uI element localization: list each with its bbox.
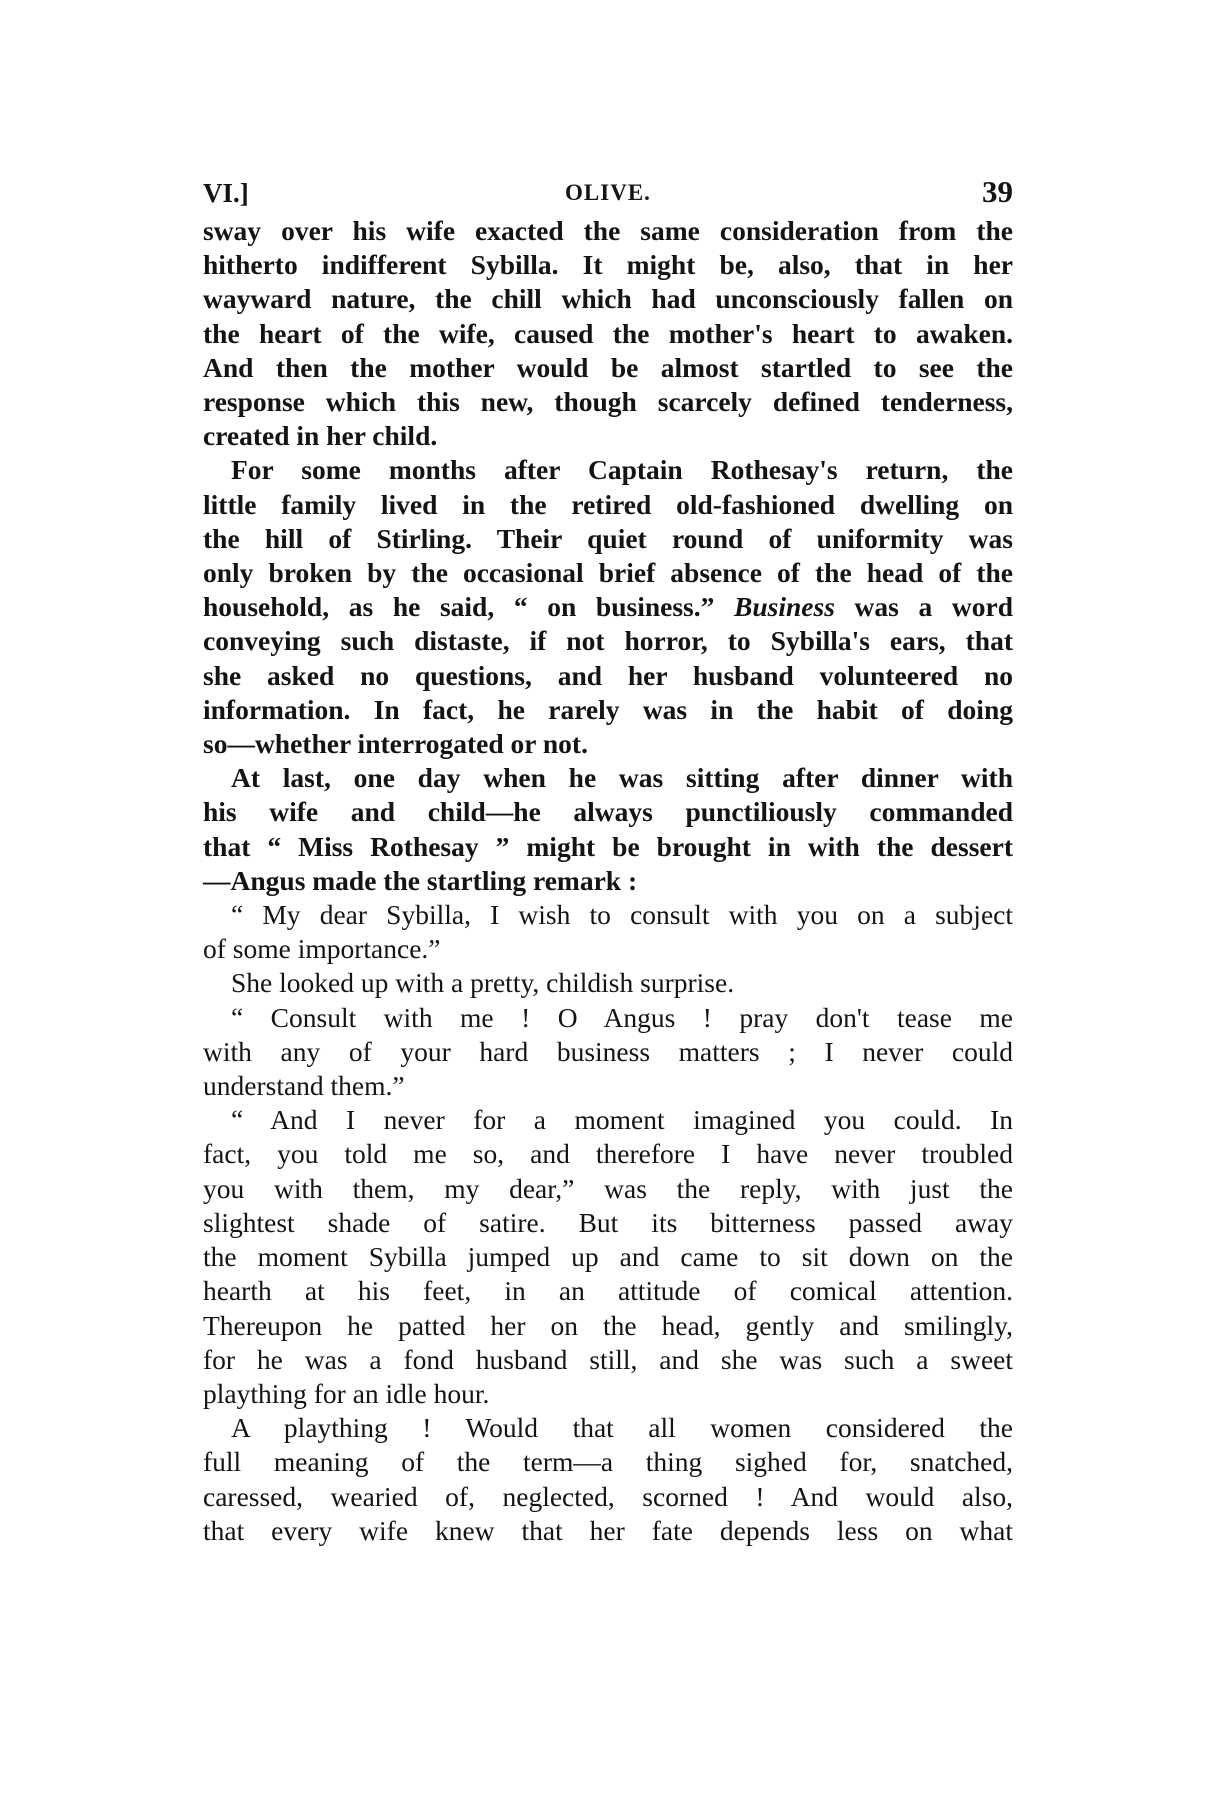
paragraph-4 (203, 898, 1013, 966)
text-line: so—whether interrogated or not. (203, 728, 588, 760)
paragraph-2 (203, 453, 1013, 761)
text-line: —Angus made the startling remark : (203, 864, 638, 896)
text-line: fact, you told me so, and therefore I have never troubled (203, 1138, 1013, 1170)
text-segment: was a word (834, 591, 1014, 623)
running-header (203, 160, 1013, 210)
italic-word: Business (734, 591, 835, 623)
text-line: slightest shade of satire. But its bitterness passed away (203, 1206, 1013, 1238)
text-line: with any of your hard business matters ; I never could (203, 1035, 1013, 1067)
text-line: For some months after Captain Rothesay's return, the (231, 454, 1013, 486)
text-line: At last, one day when he was sitting after dinner with (231, 762, 1013, 794)
book-page (203, 160, 1013, 1548)
paragraph-8 (203, 1411, 1013, 1548)
text-line: of some importance.” (203, 933, 441, 965)
paragraph-6 (203, 1001, 1013, 1104)
text-line: She looked up with a pretty, childish surprise. (231, 967, 735, 999)
text-line: wayward nature, the chill which had unconsciously fallen on (203, 283, 1013, 315)
text-line: conveying such distaste, if not horror, to Sybilla's ears, that (203, 625, 1013, 657)
text-line: “ Consult with me ! O Angus ! pray don't tease me (231, 1001, 1013, 1033)
text-line: the heart of the wife, caused the mother's heart to awaken. (203, 317, 1013, 349)
text-line: little family lived in the retired old-fashioned dwelling on (203, 488, 1013, 520)
text-line: understand them.” (203, 1070, 405, 1102)
text-line: only broken by the occasional brief absence of the head of the (203, 557, 1013, 589)
text-line: sway over his wife exacted the same consideration from the (203, 215, 1013, 246)
paragraph-5 (203, 966, 1013, 1000)
text-line: for he was a fond husband still, and she was such a sweet (203, 1343, 1013, 1375)
text-line: the hill of Stirling. Their quiet round of uniformity was (203, 522, 1013, 554)
text-line: created in her child. (203, 420, 438, 452)
paragraph-1 (203, 214, 1013, 453)
text-line: hitherto indifferent Sybilla. It might be, also, that in her (203, 249, 1013, 281)
text-line: Thereupon he patted her on the head, gently and smilingly, (203, 1309, 1013, 1341)
text-line: she asked no questions, and her husband volunteered no (203, 659, 1013, 691)
text-line: that every wife knew that her fate depends less on what (203, 1514, 1013, 1546)
text-line: hearth at his feet, in an attitude of comical attention. (203, 1275, 1013, 1307)
text-line: you with them, my dear,” was the reply, with just the (203, 1172, 1013, 1204)
page-number: 39 (982, 174, 1013, 209)
body-text (203, 214, 1013, 1548)
text-line: full meaning of the term—a thing sighed for, snatched, (203, 1446, 1013, 1478)
text-line: response which this new, though scarcely defined tenderness, (203, 386, 1013, 418)
text-line: plaything for an idle hour. (203, 1377, 490, 1409)
text-line: And then the mother would be almost startled to see the (203, 351, 1013, 383)
text-line: A plaything ! Would that all women considered the (231, 1412, 1013, 1444)
text-segment: household, as he said, “ on business.” (203, 591, 715, 623)
chapter-marker: VI.] (203, 178, 249, 208)
text-line: caressed, wearied of, neglected, scorned ! And would also, (203, 1480, 1013, 1512)
text-line-mixed (203, 590, 1013, 624)
paragraph-7 (203, 1103, 1013, 1411)
text-line: that “ Miss Rothesay ” might be brought in with the dessert (203, 830, 1013, 862)
paragraph-3 (203, 761, 1013, 898)
book-title: OLIVE. (565, 180, 651, 205)
text-line: the moment Sybilla jumped up and came to sit down on the (203, 1241, 1013, 1273)
text-line: information. In fact, he rarely was in the habit of doing (203, 693, 1013, 725)
text-line: “ My dear Sybilla, I wish to consult with you on a subject (231, 899, 1013, 931)
text-line: his wife and child—he always punctiliously commanded (203, 796, 1013, 828)
text-line: “ And I never for a moment imagined you could. In (231, 1104, 1013, 1136)
